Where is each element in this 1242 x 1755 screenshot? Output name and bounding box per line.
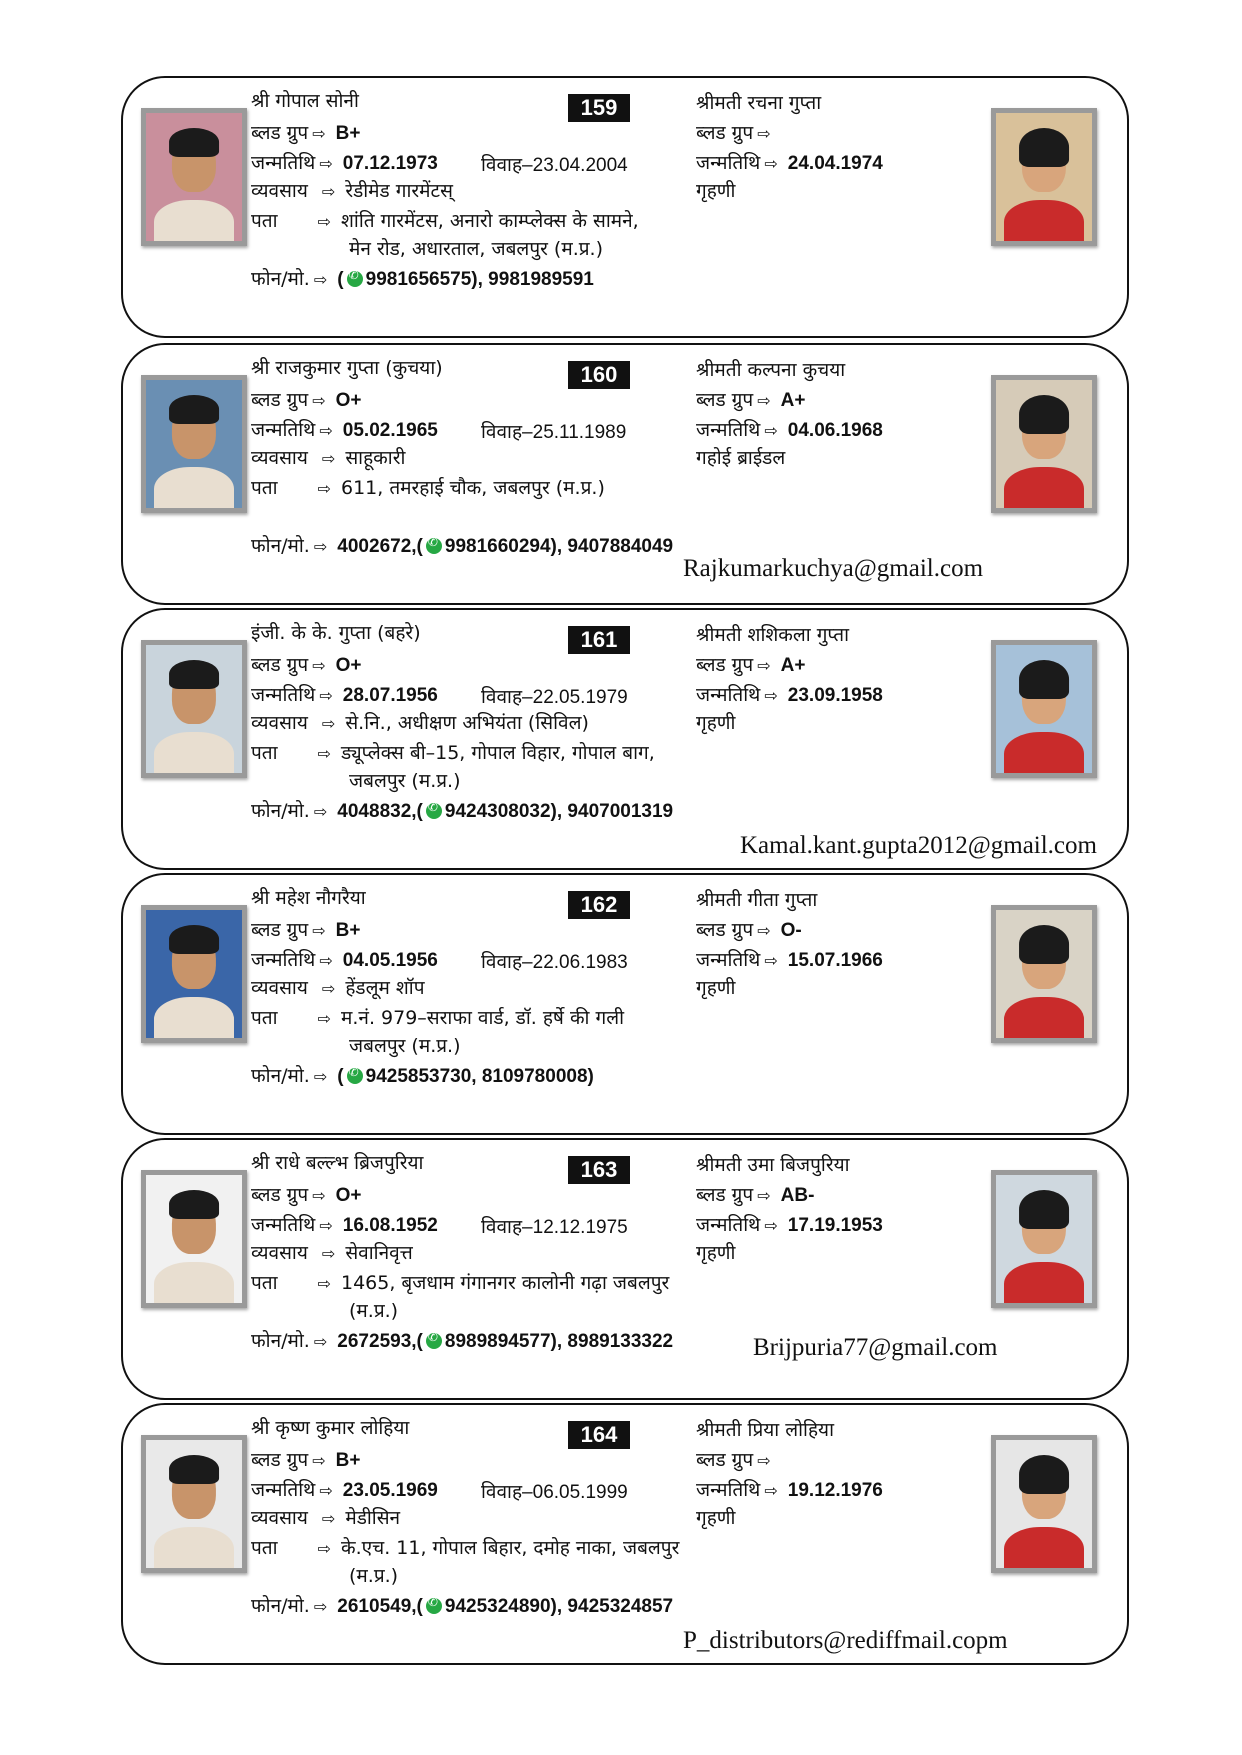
dob-label: जन्मतिथि	[696, 419, 761, 441]
husband-name: श्री राजकुमार गुप्ता (कुचया)	[251, 357, 443, 379]
husband-occupation: रेडीमेड गारमेंटस्	[345, 180, 453, 202]
wife-dob-row	[696, 1481, 883, 1500]
whatsapp-icon	[426, 803, 442, 819]
wife-dob: 15.07.1966	[787, 950, 883, 971]
arrow-icon: ⇨	[312, 1451, 326, 1470]
husband-dob: 04.05.1956	[342, 950, 438, 971]
wife-occupation: गहोई ब्राईडल	[696, 447, 786, 469]
arrow-icon: ⇨	[313, 1067, 328, 1086]
arrow-icon: ⇨	[317, 1009, 331, 1028]
address-line-1: ड्यूप्लेक्स बी–15, गोपाल विहार, गोपाल बाग,	[341, 742, 655, 764]
husband-blood-row	[251, 124, 360, 143]
wife-blood: A+	[780, 655, 806, 676]
wife-blood-row	[696, 921, 802, 940]
phone-label: फोन/मो.	[251, 1595, 310, 1617]
blood-label: ब्लड ग्रुप	[696, 389, 754, 411]
phone-numbers: 9425853730, 8109780008)	[365, 1066, 594, 1087]
address-line-1: के.एच. 11, गोपाल बिहार, दमोह नाका, जबलपुर	[341, 1537, 680, 1559]
phone-numbers: 9981660294), 9407884049	[444, 536, 674, 557]
wife-dob-row	[696, 686, 883, 705]
entry-number: 164	[568, 1421, 630, 1449]
wife-dob: 17.19.1953	[787, 1215, 883, 1236]
husband-blood-row	[251, 921, 360, 940]
address-row	[251, 744, 655, 763]
blood-label: ब्लड ग्रुप	[251, 919, 309, 941]
wife-blood: AB-	[780, 1185, 815, 1206]
arrow-icon: ⇨	[312, 124, 326, 143]
whatsapp-icon	[347, 1068, 363, 1084]
email: Kamal.kant.gupta2012@gmail.com	[740, 832, 1097, 859]
wife-name: श्रीमती प्रिया लोहिया	[696, 1419, 834, 1441]
husband-occupation: हेंडलूम शॉप	[345, 977, 425, 999]
husband-blood-row	[251, 391, 362, 410]
husband-occupation-row	[251, 182, 453, 201]
member-card	[121, 1403, 1129, 1665]
husband-occupation-row	[251, 1509, 400, 1528]
husband-blood: O+	[335, 655, 362, 676]
wife-blood-row	[696, 1451, 775, 1470]
wife-dob-row	[696, 951, 883, 970]
husband-blood-row	[251, 656, 362, 675]
address-label: पता	[251, 742, 278, 764]
entry-number: 159	[568, 94, 630, 122]
arrow-icon: ⇨	[757, 391, 771, 410]
wife-photo	[991, 640, 1097, 778]
phone-label: फोन/मो.	[251, 1065, 310, 1087]
address-line-1: शांति गारमेंटस, अनारो काम्प्लेक्स के सामने,	[341, 210, 639, 232]
marriage-date: विवाह–22.05.1979	[481, 687, 628, 708]
blood-label: ब्लड ग्रुप	[251, 122, 309, 144]
husband-dob-row	[251, 421, 438, 440]
wife-blood: A+	[780, 390, 806, 411]
husband-occupation: से.नि., अधीक्षण अभियंता (सिविल)	[345, 712, 589, 734]
occupation-label: व्यवसाय	[251, 977, 308, 999]
entry-number: 162	[568, 891, 630, 919]
husband-occupation-row	[251, 979, 425, 998]
wife-blood: O-	[780, 920, 802, 941]
wife-blood-row	[696, 391, 805, 410]
dob-label: जन्मतिथि	[251, 684, 316, 706]
husband-blood-row	[251, 1451, 360, 1470]
address-row	[251, 212, 639, 231]
arrow-icon: ⇨	[321, 182, 336, 201]
address-line-1: 611, तमरहाई चौक, जबलपुर (म.प्र.)	[341, 477, 605, 499]
phone-row	[251, 270, 594, 289]
arrow-icon: ⇨	[757, 124, 771, 143]
whatsapp-icon	[426, 1333, 442, 1349]
husband-dob-row	[251, 951, 438, 970]
arrow-icon: ⇨	[757, 1186, 771, 1205]
phone-row	[251, 1597, 673, 1616]
wife-name: श्रीमती उमा बिजपुरिया	[696, 1154, 850, 1176]
arrow-icon: ⇨	[319, 951, 333, 970]
wife-photo	[991, 375, 1097, 513]
wife-occupation: गृहणी	[696, 180, 736, 202]
address-line-1: 1465, बृजधाम गंगानगर कालोनी गढ़ा जबलपुर	[341, 1272, 670, 1294]
wife-blood-row	[696, 124, 775, 143]
phone-row	[251, 802, 673, 821]
husband-blood: O+	[335, 1185, 362, 1206]
address-line-2: (म.प्र.)	[349, 1300, 399, 1322]
email: P_distributors@rediffmail.copm	[683, 1627, 1008, 1654]
husband-name: श्री महेश नौगरैया	[251, 887, 366, 909]
arrow-icon: ⇨	[319, 1481, 333, 1500]
phone-numbers: 8989894577), 8989133322	[444, 1331, 674, 1352]
wife-dob: 19.12.1976	[787, 1480, 883, 1501]
dob-label: जन्मतिथि	[696, 1479, 761, 1501]
husband-blood: B+	[335, 123, 361, 144]
phone-row	[251, 1332, 673, 1351]
husband-photo	[141, 640, 247, 778]
marriage-date: विवाह–06.05.1999	[481, 1482, 628, 1503]
marriage-date: विवाह–22.06.1983	[481, 952, 628, 973]
wife-dob-row	[696, 1216, 883, 1235]
member-card	[121, 1138, 1129, 1400]
address-label: पता	[251, 210, 278, 232]
address-label: पता	[251, 1272, 278, 1294]
dob-label: जन्मतिथि	[251, 1214, 316, 1236]
blood-label: ब्लड ग्रुप	[696, 654, 754, 676]
husband-name: इंजी. के के. गुप्ता (बहरे)	[251, 622, 421, 644]
phone-label: फोन/मो.	[251, 535, 310, 557]
dob-label: जन्मतिथि	[251, 152, 316, 174]
husband-blood: O+	[335, 390, 362, 411]
address-row	[251, 1009, 624, 1028]
arrow-icon: ⇨	[319, 1216, 333, 1235]
marriage-date: विवाह–23.04.2004	[481, 155, 628, 176]
address-row	[251, 479, 605, 498]
husband-dob-row	[251, 154, 438, 173]
arrow-icon: ⇨	[764, 1216, 778, 1235]
blood-label: ब्लड ग्रुप	[251, 1449, 309, 1471]
blood-label: ब्लड ग्रुप	[696, 1449, 754, 1471]
occupation-label: व्यवसाय	[251, 447, 308, 469]
member-card	[121, 76, 1129, 338]
husband-dob: 05.02.1965	[342, 420, 438, 441]
husband-dob-row	[251, 1216, 438, 1235]
member-card	[121, 873, 1129, 1135]
wife-occupation: गृहणी	[696, 1242, 736, 1264]
arrow-icon: ⇨	[312, 921, 326, 940]
arrow-icon: ⇨	[312, 391, 326, 410]
blood-label: ब्लड ग्रुप	[696, 919, 754, 941]
husband-name: श्री गोपाल सोनी	[251, 90, 359, 112]
address-label: पता	[251, 1537, 278, 1559]
phone-numbers: 9424308032), 9407001319	[444, 801, 674, 822]
wife-name: श्रीमती गीता गुप्ता	[696, 889, 818, 911]
dob-label: जन्मतिथि	[251, 949, 316, 971]
arrow-icon: ⇨	[321, 1244, 336, 1263]
husband-occupation: साहूकारी	[345, 447, 406, 469]
wife-photo	[991, 108, 1097, 246]
husband-photo	[141, 375, 247, 513]
occupation-label: व्यवसाय	[251, 180, 308, 202]
dob-label: जन्मतिथि	[696, 949, 761, 971]
phone-prefix: 4002672,(	[337, 536, 423, 557]
address-label: पता	[251, 1007, 278, 1029]
phone-label: फोन/मो.	[251, 268, 310, 290]
entry-number: 161	[568, 626, 630, 654]
marriage-date: विवाह–12.12.1975	[481, 1217, 628, 1238]
entry-number: 163	[568, 1156, 630, 1184]
whatsapp-icon	[347, 271, 363, 287]
blood-label: ब्लड ग्रुप	[251, 654, 309, 676]
arrow-icon: ⇨	[321, 714, 336, 733]
member-card	[121, 608, 1129, 870]
husband-occupation: मेडीसिन	[345, 1507, 401, 1529]
husband-occupation: सेवानिवृत्त	[345, 1242, 413, 1264]
arrow-icon: ⇨	[312, 656, 326, 675]
arrow-icon: ⇨	[312, 1186, 326, 1205]
address-row	[251, 1539, 679, 1558]
arrow-icon: ⇨	[313, 802, 328, 821]
wife-dob-row	[696, 421, 883, 440]
occupation-label: व्यवसाय	[251, 712, 308, 734]
husband-dob-row	[251, 1481, 438, 1500]
arrow-icon: ⇨	[321, 979, 336, 998]
arrow-icon: ⇨	[764, 154, 778, 173]
phone-row	[251, 537, 673, 556]
wife-dob: 24.04.1974	[787, 153, 883, 174]
arrow-icon: ⇨	[313, 537, 328, 556]
phone-row	[251, 1067, 594, 1086]
husband-blood-row	[251, 1186, 362, 1205]
wife-dob: 04.06.1968	[787, 420, 883, 441]
dob-label: जन्मतिथि	[696, 1214, 761, 1236]
husband-blood: B+	[335, 920, 361, 941]
arrow-icon: ⇨	[319, 686, 333, 705]
husband-dob: 07.12.1973	[342, 153, 438, 174]
address-line-2: जबलपुर (म.प्र.)	[349, 1035, 461, 1057]
arrow-icon: ⇨	[757, 656, 771, 675]
wife-blood-row	[696, 1186, 814, 1205]
wife-occupation: गृहणी	[696, 977, 736, 999]
wife-photo	[991, 905, 1097, 1043]
wife-name: श्रीमती रचना गुप्ता	[696, 92, 822, 114]
husband-photo	[141, 108, 247, 246]
arrow-icon: ⇨	[317, 479, 331, 498]
phone-numbers: 9981656575), 9981989591	[365, 269, 594, 290]
husband-photo	[141, 905, 247, 1043]
dob-label: जन्मतिथि	[696, 684, 761, 706]
phone-numbers: 9425324890), 9425324857	[444, 1596, 674, 1617]
dob-label: जन्मतिथि	[251, 419, 316, 441]
address-line-2: मेन रोड, अधारताल, जबलपुर (म.प्र.)	[349, 238, 603, 260]
phone-prefix: 2610549,(	[337, 1596, 423, 1617]
wife-photo	[991, 1435, 1097, 1573]
husband-occupation-row	[251, 1244, 413, 1263]
blood-label: ब्लड ग्रुप	[251, 1184, 309, 1206]
wife-photo	[991, 1170, 1097, 1308]
arrow-icon: ⇨	[757, 1451, 771, 1470]
dob-label: जन्मतिथि	[251, 1479, 316, 1501]
arrow-icon: ⇨	[317, 744, 331, 763]
wife-occupation: गृहणी	[696, 1507, 736, 1529]
phone-prefix: (	[337, 1066, 344, 1087]
arrow-icon: ⇨	[321, 1509, 336, 1528]
occupation-label: व्यवसाय	[251, 1507, 308, 1529]
phone-prefix: 4048832,(	[337, 801, 423, 822]
arrow-icon: ⇨	[317, 1274, 331, 1293]
whatsapp-icon	[426, 538, 442, 554]
husband-dob: 23.05.1969	[342, 1480, 438, 1501]
phone-label: फोन/मो.	[251, 800, 310, 822]
member-card	[121, 343, 1129, 605]
husband-name: श्री कृष्ण कुमार लोहिया	[251, 1417, 410, 1439]
address-line-1: म.नं. 979–सराफा वार्ड, डॉ. हर्षे की गली	[341, 1007, 624, 1029]
arrow-icon: ⇨	[319, 421, 333, 440]
arrow-icon: ⇨	[764, 951, 778, 970]
dob-label: जन्मतिथि	[696, 152, 761, 174]
arrow-icon: ⇨	[764, 421, 778, 440]
blood-label: ब्लड ग्रुप	[696, 122, 754, 144]
wife-blood-row	[696, 656, 805, 675]
email: Rajkumarkuchya@gmail.com	[683, 555, 984, 582]
occupation-label: व्यवसाय	[251, 1242, 308, 1264]
address-row	[251, 1274, 669, 1293]
entry-number: 160	[568, 361, 630, 389]
phone-prefix: (	[337, 269, 344, 290]
wife-dob: 23.09.1958	[787, 685, 883, 706]
husband-photo	[141, 1170, 247, 1308]
husband-occupation-row	[251, 449, 405, 468]
husband-photo	[141, 1435, 247, 1573]
whatsapp-icon	[426, 1598, 442, 1614]
phone-label: फोन/मो.	[251, 1330, 310, 1352]
arrow-icon: ⇨	[757, 921, 771, 940]
arrow-icon: ⇨	[319, 154, 333, 173]
address-label: पता	[251, 477, 278, 499]
husband-dob: 28.07.1956	[342, 685, 438, 706]
husband-blood: B+	[335, 1450, 361, 1471]
wife-name: श्रीमती शशिकला गुप्ता	[696, 624, 850, 646]
wife-name: श्रीमती कल्पना कुचया	[696, 359, 846, 381]
husband-name: श्री राधे बल्ल्भ ब्रिजपुरिया	[251, 1152, 424, 1174]
husband-dob: 16.08.1952	[342, 1215, 438, 1236]
address-line-2: (म.प्र.)	[349, 1565, 399, 1587]
address-line-2: जबलपुर (म.प्र.)	[349, 770, 461, 792]
phone-prefix: 2672593,(	[337, 1331, 423, 1352]
blood-label: ब्लड ग्रुप	[251, 389, 309, 411]
arrow-icon: ⇨	[764, 686, 778, 705]
arrow-icon: ⇨	[764, 1481, 778, 1500]
email: Brijpuria77@gmail.com	[753, 1334, 998, 1361]
marriage-date: विवाह–25.11.1989	[481, 422, 627, 443]
wife-dob-row	[696, 154, 883, 173]
arrow-icon: ⇨	[317, 212, 331, 231]
husband-dob-row	[251, 686, 438, 705]
husband-occupation-row	[251, 714, 589, 733]
blood-label: ब्लड ग्रुप	[696, 1184, 754, 1206]
arrow-icon: ⇨	[313, 270, 328, 289]
arrow-icon: ⇨	[313, 1597, 328, 1616]
arrow-icon: ⇨	[313, 1332, 328, 1351]
wife-occupation: गृहणी	[696, 712, 736, 734]
arrow-icon: ⇨	[321, 449, 336, 468]
arrow-icon: ⇨	[317, 1539, 331, 1558]
